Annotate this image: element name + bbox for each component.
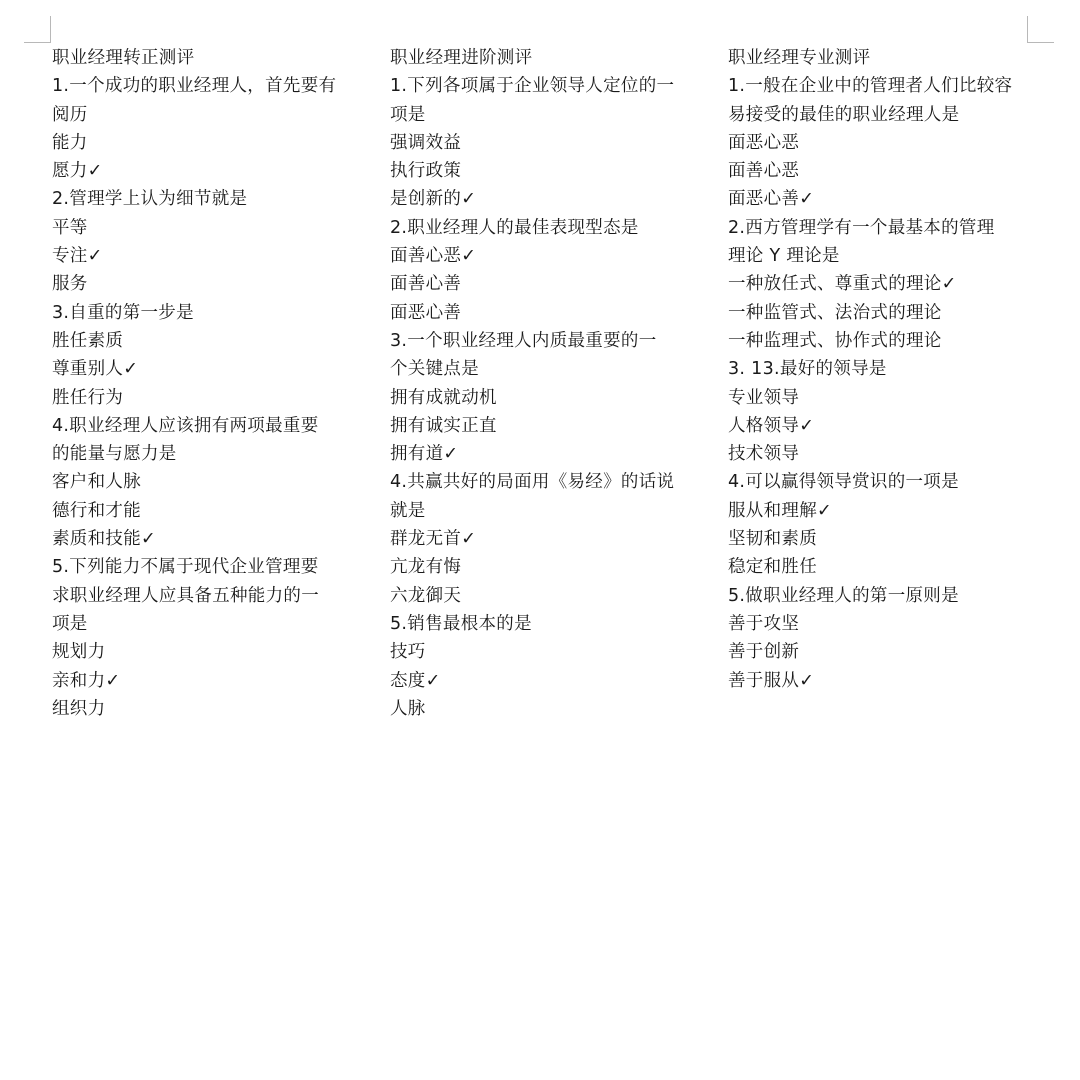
text-line: 阅历 <box>52 104 88 125</box>
text-line: 的能量与愿力是 <box>52 444 177 465</box>
text-line: 服从和理解✓ <box>728 500 832 521</box>
text-line: 3. 13.最好的领导是 <box>728 359 887 380</box>
page-corner-mark-top-right <box>1027 16 1054 43</box>
text-line: 面恶心恶 <box>728 132 800 153</box>
text-line: 服务 <box>52 274 88 295</box>
text-line: 2.西方管理学有一个最基本的管理 <box>728 217 995 238</box>
text-line: 5.下列能力不属于现代企业管理要 <box>52 557 319 578</box>
text-line: 善于服从✓ <box>728 670 815 691</box>
column-title: 职业经理专业测评 <box>728 48 871 68</box>
column-promotion-assessment <box>52 44 358 723</box>
text-line: 德行和才能 <box>52 500 141 521</box>
text-line: 规划力 <box>52 642 106 663</box>
text-line: 平等 <box>52 217 88 238</box>
text-line: 面善心恶 <box>728 161 800 182</box>
text-line: 4.可以赢得领导赏识的一项是 <box>728 472 959 493</box>
text-line: 求职业经理人应具备五种能力的一 <box>52 585 319 606</box>
text-line: 面恶心善 <box>390 302 462 323</box>
text-line: 六龙御天 <box>390 585 462 606</box>
text-line: 拥有成就动机 <box>390 387 497 408</box>
text-line: 3.自重的第一步是 <box>52 302 194 323</box>
text-line: 个关键点是 <box>390 359 479 380</box>
page-corner-mark-top-left <box>24 16 51 43</box>
text-line: 1.一般在企业中的管理者人们比较容 <box>728 76 1013 97</box>
text-line: 态度✓ <box>390 670 441 691</box>
text-line: 人脉 <box>390 698 426 719</box>
text-line: 易接受的最佳的职业经理人是 <box>728 104 960 125</box>
text-line: 专注✓ <box>52 246 103 267</box>
text-line: 能力 <box>52 132 88 153</box>
text-line: 组织力 <box>52 698 106 719</box>
column-professional-assessment <box>728 44 1034 695</box>
text-line: 一种放任式、尊重式的理论✓ <box>728 274 957 295</box>
text-line: 5.做职业经理人的第一原则是 <box>728 585 959 606</box>
text-line: 项是 <box>390 104 426 125</box>
text-line: 面善心善 <box>390 274 462 295</box>
text-line: 3.一个职业经理人内质最重要的一 <box>390 330 657 351</box>
text-line: 稳定和胜任 <box>728 557 817 578</box>
text-line: 2.管理学上认为细节就是 <box>52 189 248 210</box>
text-line: 群龙无首✓ <box>390 529 477 550</box>
text-line: 人格领导✓ <box>728 415 815 436</box>
text-line: 技巧 <box>390 642 426 663</box>
text-line: 强调效益 <box>390 132 462 153</box>
text-line: 一种监理式、协作式的理论 <box>728 330 942 351</box>
text-line: 1.一个成功的职业经理人，首先要有 <box>52 76 337 97</box>
text-line: 亢龙有悔 <box>390 557 462 578</box>
text-line: 面恶心善✓ <box>728 189 815 210</box>
text-line: 善于创新 <box>728 642 800 663</box>
text-line: 执行政策 <box>390 161 462 182</box>
text-line: 4.职业经理人应该拥有两项最重要 <box>52 415 319 436</box>
text-line: 胜任素质 <box>52 330 124 351</box>
text-line: 尊重别人✓ <box>52 359 139 380</box>
column-advanced-assessment <box>390 44 696 723</box>
text-line: 2.职业经理人的最佳表现型态是 <box>390 217 639 238</box>
text-line: 愿力✓ <box>52 161 103 182</box>
text-line: 就是 <box>390 500 426 521</box>
text-line: 客户和人脉 <box>52 472 141 493</box>
text-line: 亲和力✓ <box>52 670 121 691</box>
text-line: 项是 <box>52 613 88 634</box>
text-line: 1.下列各项属于企业领导人定位的一 <box>390 76 675 97</box>
text-line: 拥有道✓ <box>390 444 459 465</box>
text-line: 面善心恶✓ <box>390 246 477 267</box>
text-line: 专业领导 <box>728 387 800 408</box>
text-line: 5.销售最根本的是 <box>390 613 532 634</box>
text-line: 理论 Y 理论是 <box>728 246 840 267</box>
text-line: 一种监管式、法治式的理论 <box>728 302 942 323</box>
column-title: 职业经理转正测评 <box>52 48 195 68</box>
text-line: 拥有诚实正直 <box>390 415 497 436</box>
column-title: 职业经理进阶测评 <box>390 48 533 68</box>
text-line: 4.共赢共好的局面用《易经》的话说 <box>390 472 675 493</box>
text-line: 素质和技能✓ <box>52 529 156 550</box>
text-line: 坚韧和素质 <box>728 529 817 550</box>
text-line: 是创新的✓ <box>390 189 477 210</box>
text-line: 技术领导 <box>728 444 800 465</box>
text-line: 善于攻坚 <box>728 613 800 634</box>
text-line: 胜任行为 <box>52 387 124 408</box>
